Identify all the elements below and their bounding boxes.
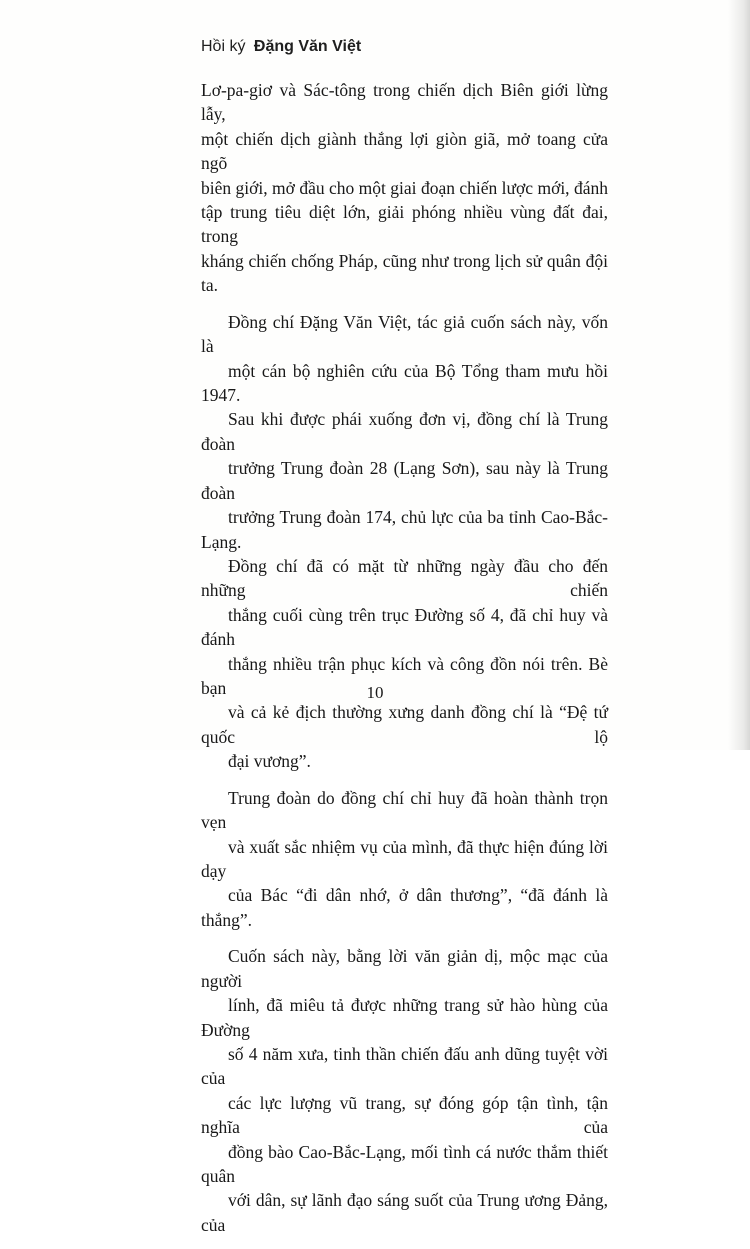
text-line: của Bác “đi dân nhớ, ở dân thương”, “đã đánh là thắng”. [201, 885, 608, 930]
paragraph [201, 78, 608, 298]
text-line: Sau khi được phái xuống đơn vị, đồng chí là Trung đoàn [201, 409, 608, 454]
body-text [201, 78, 608, 1249]
text-line: số 4 năm xưa, tinh thần chiến đấu anh dũng tuyệt vời của [201, 1044, 608, 1089]
header-author: Đặng Văn Việt [253, 38, 362, 55]
text-line: lính, đã miêu tả được những trang sử hào hùng của Đường [201, 995, 608, 1040]
text-line: tập trung tiêu diệt lớn, giải phóng nhiều vùng đất đai, trong [201, 202, 608, 247]
running-header [201, 38, 361, 56]
text-line: và cả kẻ địch thường xưng danh đồng chí là “Đệ tứ quốc lộ [201, 702, 608, 747]
page-number: 10 [366, 683, 384, 702]
text-line: Đồng chí đã có mặt từ những ngày đầu cho đến những chiến [201, 555, 608, 601]
text-line: thắng nhiều trận phục kích và công đồn nói trên. Bè bạn [201, 653, 608, 698]
text-line: biên giới, mở đầu cho một giai đoạn chiến lược mới, đánh [201, 177, 608, 198]
paragraph [201, 310, 608, 774]
text-line: thắng cuối cùng trên trục Đường số 4, đã chỉ huy và đánh [201, 604, 608, 650]
text-line: trưởng Trung đoàn 28 (Lạng Sơn), sau này là Trung đoàn [201, 458, 608, 503]
text-line: Trung đoàn do đồng chí chỉ huy đã hoàn thành trọn vẹn [201, 787, 608, 833]
text-line: một cán bộ nghiên cứu của Bộ Tổng tham mưu hồi 1947. [201, 360, 608, 406]
text-line: đồng bào Cao-Bắc-Lạng, mối tình cá nước thắm thiết quân [201, 1141, 608, 1187]
text-line: đại vương”. [228, 751, 311, 772]
text-line: một chiến dịch giành thắng lợi giòn giã, mở toang cửa ngõ [201, 128, 608, 174]
header-prefix: Hồi ký [201, 38, 246, 55]
text-line: Lơ-pa-giơ và Sác-tông trong chiến dịch Biên giới lừng lẫy, [201, 80, 608, 125]
text-line: trưởng Trung đoàn 174, chủ lực của ba tỉnh Cao-Bắc-Lạng. [201, 507, 608, 552]
text-line: với dân, sự lãnh đạo sáng suốt của Trung ương Đảng, của [201, 1190, 608, 1235]
page-edge-shadow [728, 0, 750, 750]
text-line: và xuất sắc nhiệm vụ của mình, đã thực hiện đúng lời dạy [201, 836, 608, 881]
paragraph [201, 944, 608, 1237]
text-line: Cuốn sách này, bằng lời văn giản dị, mộc mạc của người [201, 946, 608, 991]
paragraph [201, 786, 608, 932]
text-line: các lực lượng vũ trang, sự đóng góp tận tình, tận nghĩa của [201, 1092, 608, 1138]
text-line: kháng chiến chống Pháp, cũng như trong lịch sử quân đội ta. [201, 250, 608, 296]
text-line: Đồng chí Đặng Văn Việt, tác giả cuốn sách này, vốn là [201, 311, 608, 357]
